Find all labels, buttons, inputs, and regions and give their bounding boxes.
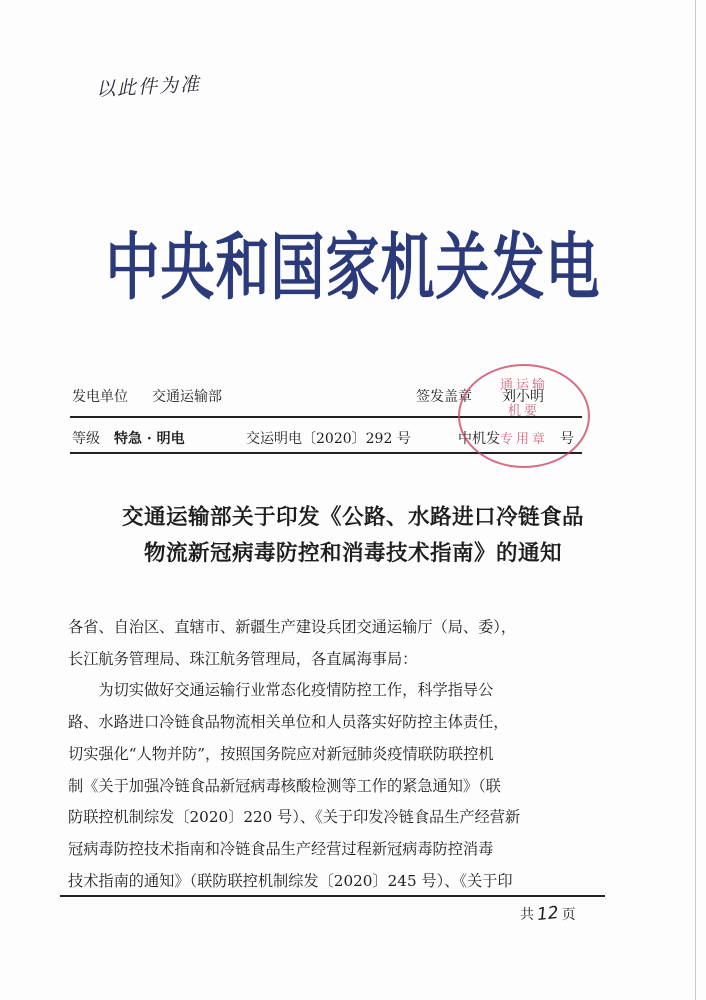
sender-unit-label: 发电单位 xyxy=(72,389,128,405)
stamp-line-1: 通运输 xyxy=(499,378,548,393)
doc-number: 交运明电〔2020〕292 号 xyxy=(246,431,411,447)
stamp-line-2: 机要 xyxy=(507,404,540,419)
send-suffix: 号 xyxy=(560,431,574,447)
paragraph-line: 制《关于加强冷链食品新冠病毒核酸检测等工作的紧急通知》（联 xyxy=(68,776,501,795)
seal-stamp xyxy=(458,364,590,468)
body-text xyxy=(68,612,582,897)
doc-title-line-1: 交通运输部关于印发《公路、水路进口冷链食品 xyxy=(121,505,584,530)
page-count-number: 12 xyxy=(536,902,560,926)
addressee-line-2: 长江航务管理局、珠江航务管理局，各直属海事局： xyxy=(68,649,418,668)
header-title: 中央和国家机关发电 xyxy=(105,223,601,310)
stamp-line-3: 专用章 xyxy=(499,432,548,447)
send-label: 中机发 xyxy=(458,431,500,447)
page-count-suffix: 页 xyxy=(561,907,576,923)
paragraph-line: 路、水路进口冷链食品物流相关单位和人员落实好防控主体责任， xyxy=(68,713,509,732)
page-count xyxy=(520,904,576,924)
footer-divider xyxy=(60,895,605,897)
paragraph-line: 技术指南的通知》（联防联控机制综发〔2020〕245 号）、《关于印 xyxy=(68,871,513,890)
grade-value: 特急 · 明电 xyxy=(114,431,185,447)
grade-label: 等级 xyxy=(72,431,100,447)
addressee-line-1: 各省、自治区、直辖市、新疆生产建设兵团交通运输厅（局、委）， xyxy=(68,618,517,636)
paragraph-line: 冠病毒防控技术指南和冷链食品生产经营过程新冠病毒防控消毒 xyxy=(68,839,494,858)
sign-label: 签发盖章 xyxy=(416,389,472,405)
paragraph-line: 为切实做好交通运输行业常态化疫情防控工作，科学指导公 xyxy=(98,681,494,700)
paragraph-line: 防联控机制综发〔2020〕220 号）、《关于印发冷链食品生产经营新 xyxy=(68,808,521,827)
sign-value: 刘小明 xyxy=(502,389,544,405)
paragraph-line: 切实强化“人物并防”，按照国务院应对新冠肺炎疫情联防联控机 xyxy=(68,744,494,763)
page-count-prefix: 共 xyxy=(520,907,534,923)
sender-unit-value: 交通运输部 xyxy=(152,389,222,405)
handwritten-note: 以此件为准 xyxy=(95,73,202,101)
doc-title-line-2: 物流新冠病毒防控和消毒技术指南》的通知 xyxy=(143,541,562,566)
